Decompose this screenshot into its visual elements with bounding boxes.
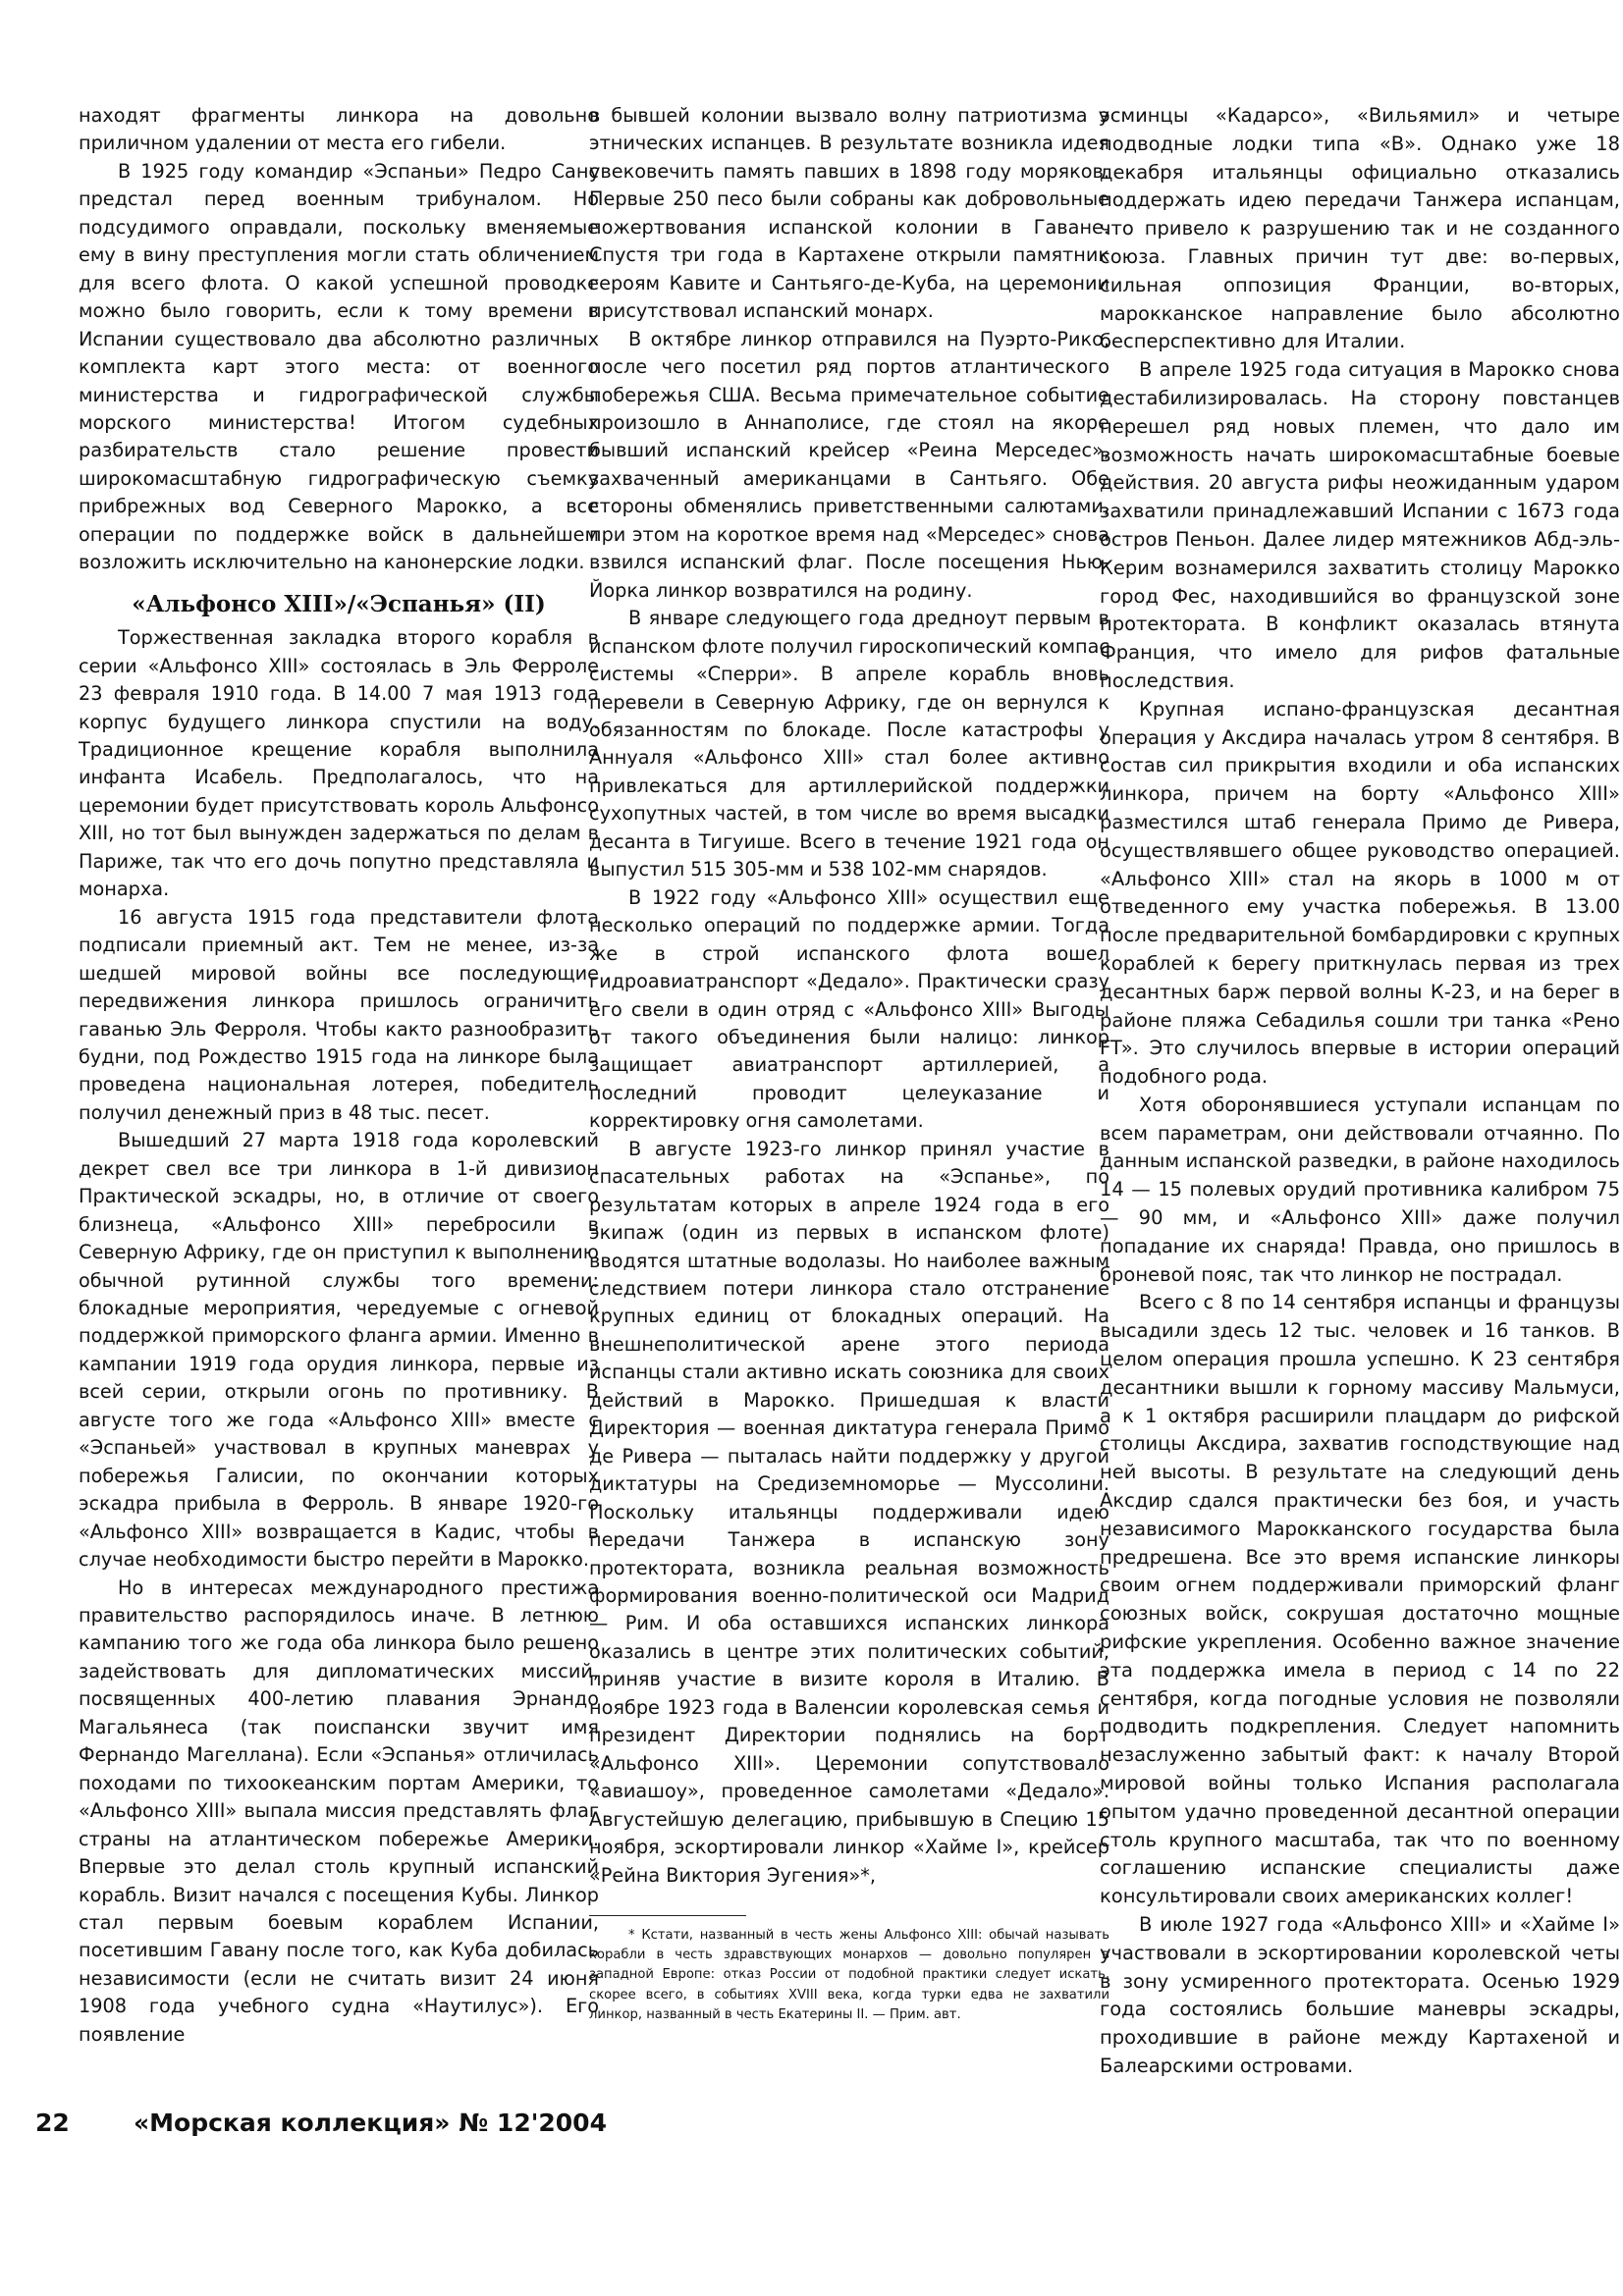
paragraph: находят фрагменты линкора на довольно приличном удалении от места его гибели. — [79, 104, 599, 155]
paragraph: Крупная испано-французская десантная операция у Аксдира началась утром 8 сентября. В состав сил прикрытия входили и оба испанских линкора, причем на борту «Альфонсо XIII» разместился штаб генерала Примо де Ривера, осуществлявшего общее руководство операцией. «Альфонсо XIII» стал на якорь в 1000 м от отведенного ему участка побережья. В 13.00 после предварительной бомбардировки с крупных кораблей к берегу приткнулась первая из трех десантных барж первой волны К-23, и на берег в районе пляжа Себадилья сошли три танка «Рено FT». Это случилось впервые в истории операций подобного рода. — [1100, 697, 1620, 1089]
paragraph: В августе 1923-го линкор принял участие в спасательных работах на «Эспанье», по результатам которых в апреле 1924 года в его экипаж (один из первых в испанском флоте) вводятся штатные водолазы. Но наиболее важным следствием потери линкора стало отстранение крупных единиц от блокадных операций. На внешнеполитической арене этого периода испанцы стали активно искать союзника для своих действий в Марокко. Пришедшая к власти Директория — военная диктатура генерала Примо де Ривера — пыталась найти поддержку у другой диктатуры на Средиземноморье — Муссолини. Поскольку итальянцы поддерживали идею передачи Танжера в испанскую зону протектората, возникла реальная возможность формирования военно-политической оси Мадрид — Рим. И оба оставшихся испанских линкора оказались в центре этих политических событий, приняв участие в визите короля в Италию. В ноябре 1923 года в Валенсии королевская семья и президент Директории поднялись на борт «Альфонсо XIII». Церемонии сопутствовало «авиашоу», проведенное самолетами «Дедало». Августейшую делегацию, прибывшую в Специю 15 ноября, эскортировали линкор «Хайме I», крейсер «Рейна Виктория Эугения»*, — [589, 1137, 1109, 1887]
paragraph: В апреле 1925 года ситуация в Марокко снова дестабилизировалась. На сторону повстанцев перешел ряд новых племен, что дало им возможность начать широкомасштабные боевые действия. 20 августа рифы неожиданным ударом захватили принадлежавший Испании с 1673 года остров Пеньон. Далее лидер мятежников Абд-эль-Керим вознамерился захватить столицу Марокко город Фес, находившийся во французской зоне протектората. В конфликт оказалась втянута Франция, что имело для рифов фатальные последствия. — [1100, 358, 1620, 692]
paragraph: В июле 1927 года «Альфонсо XIII» и «Хайме I» участвовали в эскортировании королевской четы в зону усмиренного протектората. Осенью 1929 года состоялись большие маневры эскадры, проходившие в районе между Картахеной и Балеарскими островами. — [1100, 1913, 1620, 2077]
footnote: * Кстати, названный в честь жены Альфонсо XIII: обычай называть корабли в честь здравствующих монархов — довольно популярен в западной Европе: отказ России от подобной практики следует искать, скорее всего, в событиях XVIII века, когда турки едва не захватили линкор, названный в честь Екатерины II. — Прим. авт. — [589, 1928, 1109, 2022]
paragraph: Хотя оборонявшиеся уступали испанцам по всем параметрам, они действовали отчаянно. По данным испанской разведки, в районе находилось 14 — 15 полевых орудий противника калибром 75 — 90 мм, и «Альфонсо XIII» даже получил попадание их снаряда! Правда, оно пришлось в броневой пояс, так что линкор не пострадал. — [1100, 1093, 1620, 1286]
text-column-1 — [79, 102, 599, 2049]
paragraph: эсминцы «Кадарсо», «Вильямил» и четыре подводные лодки типа «В». Однако уже 18 декабря итальянцы официально отказались поддержать идею передачи Танжера испанцам, что привело к разрушению так и не созданного союза. Главных причин тут две: во-первых, сильная оппозиция Франции, во-вторых, марокканское направление было абсолютно бесперспективно для Италии. — [1100, 104, 1620, 353]
footnote-divider — [589, 1915, 746, 1916]
paragraph: Но в интересах международного престижа правительство распорядилось иначе. В летнюю кампанию того же года оба линкора было решено задействовать для дипломатических миссий, посвященных 400-летию плавания Эрнандо Магальянеса (так поиспански звучит имя Фернандо Магеллана). Если «Эспанья» отличилась походами по тихоокеанским портам Америки, то «Альфонсо XIII» выпала миссия представлять флаг страны на атлантическом побережье Америки. Впервые это делал столь крупный испанский корабль. Визит начался с посещения Кубы. Линкор стал первым боевым кораблем Испании, посетившим Гавану после того, как Куба добилась независимости (если не считать визит 24 июня 1908 года учебного судна «Наутилус»). Его появление — [79, 1575, 599, 2046]
paragraph: В октябре линкор отправился на Пуэрто-Рико, после чего посетил ряд портов атлантического побережья США. Весьма примечательное событие произошло в Аннаполисе, где стоял на якоре бывший испанский крейсер «Реина Мерседес», захваченный американцами в Сантьяго. Обе стороны обменялись приветственными салютами, при этом на короткое время над «Мерседес» снова взвился испанский флаг. После посещения Нью-Йорка линкор возвратился на родину. — [589, 327, 1109, 602]
paragraph: В 1925 году командир «Эспаньи» Педро Санс предстал перед военным трибуналом. Но подсудимого оправдали, поскольку вменяемые ему в вину преступления могли стать обличением для всего флота. О какой успешной проводке можно было говорить, если к тому времени в Испании существовало два абсолютно различных комплекта карт этого места: от военного министерства и гидрографической службы морского министерства! Итогом судебных разбирательств стало решение провести широкомасштабную гидрографическую съемку прибрежных вод Северного Марокко, а все операции по поддержке войск в дальнейшем возложить исключительно на канонерские лодки. — [79, 159, 599, 574]
section-heading: «Альфонсо XIII»/«Эспанья» (II) — [132, 590, 546, 617]
paragraph: Всего с 8 по 14 сентября испанцы и французы высадили здесь 12 тыс. человек и 16 танков. В целом операция прошла успешно. К 23 сентября десантники вышли к горному массиву Мальмуси, а к 1 октября расширили плацдарм до рифской столицы Аксдира, захватив господствующие над ней высоты. В результате на следующий день Аксдир сдался практически без боя, и участь независимого Марокканского государства была предрешена. Все это время испанские линкоры своим огнем поддерживали приморский фланг союзных войск, сокрушая достаточно мощные рифские укрепления. Особенно важное значение эта поддержка имела в период с 14 по 22 сентября, когда погодные условия не позволяли подводить подкрепления. Следует напомнить незаслуженно забытый факт: к началу Второй мировой войны только Испания располагала опытом удачно проведенной десантной операции столь крупного масштаба, так что по военному соглашению испанские специалисты даже консультировали своих американских коллег! — [1100, 1291, 1620, 1908]
paragraph: В январе следующего года дредноут первым в испанском флоте получил гироскопический компас системы «Сперри». В апреле корабль вновь перевели в Северную Африку, где он вернулся к обязанностям по блокаде. После катастрофы у Аннуаля «Альфонсо XIII» стал более активно привлекаться для артиллерийской поддержки сухопутных частей, в том числе во время высадки десанта в Тигуише. Всего в течение 1921 года он выпустил 515 305-мм и 538 102-мм снарядов. — [589, 607, 1109, 881]
paragraph: Вышедший 27 марта 1918 года королевский декрет свел все три линкора в 1-й дивизион Практической эскадры, но, в отличие от своего близнеца, «Альфонсо XIII» перебросили в Северную Африку, где он приступил к выполнению обычной рутинной службы того времени: блокадные мероприятия, чередуемые с огневой поддержкой приморского фланга армии. Именно в кампании 1919 года орудия линкора, первые из всей серии, открыли огонь по противнику. В августе того же года «Альфонсо XIII» вместе с «Эспаньей» участвовал в крупных маневрах у побережья Галисии, по окончании которых эскадра прибыла в Ферроль. В январе 1920-го «Альфонсо XIII» возвращается в Кадис, чтобы в случае необходимости быстро перейти в Марокко. — [79, 1129, 599, 1572]
publication-title: «Морская коллекция» № 12'2004 — [134, 2109, 607, 2137]
paragraph: 16 августа 1915 года представители флота подписали приемный акт. Тем не менее, из-за шедшей мировой войны все последующие передвижения линкора пришлось ограничить гаванью Эль Ферроля. Чтобы както разнообразить будни, под Рождество 1915 года на линкоре была проведена национальная лотерея, победитель получил денежный приз в 48 тыс. песет. — [79, 905, 599, 1124]
text-column-2 — [589, 102, 1109, 2025]
page-footer — [35, 2109, 607, 2137]
text-column-3 — [1100, 102, 1620, 2081]
paragraph: Торжественная закладка второго корабля в серии «Альфонсо XIII» состоялась в Эль Ферроле 23 февраля 1910 года. В 14.00 7 мая 1913 года корпус будущего линкора спустили на воду. Традиционное крещение корабля выполнила инфанта Исабель. Предполагалось, что на церемонии будет присутствовать король Альфонсо XIII, но тот был вынужден задержаться по делам в Париже, так что его дочь попутно представляла и монарха. — [79, 626, 599, 901]
paragraph: В 1922 году «Альфонсо XIII» осуществил еще несколько операций по поддержке армии. Тогда же в строй испанского флота вошел гидроавиатранспорт «Дедало». Практически сразу его свели в один отряд с «Альфонсо XIII» Выгоды от такого объединения были налицо: линкор защищает авиатранспорт артиллерией, а последний проводит целеуказание и корректировку огня самолетами. — [589, 885, 1109, 1133]
paragraph: в бывшей колонии вызвало волну патриотизма у этнических испанцев. В результате возникла идея увековечить память павших в 1898 году моряков. Первые 250 песо были собраны как добровольные пожертвования испанской колонии в Гаване. Спустя три года в Картахене открыли памятник героям Кавите и Сантьяго-де-Куба, на церемонии присутствовал испанский монарх. — [589, 104, 1109, 323]
page-number: 22 — [35, 2109, 70, 2137]
